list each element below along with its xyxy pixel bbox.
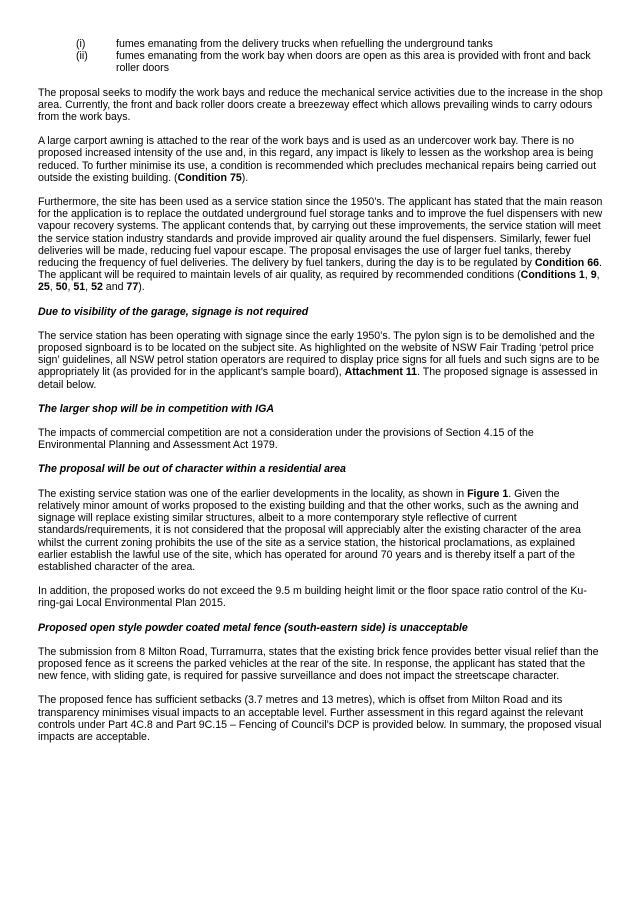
- paragraph-signage: The service station has been operating with signage since the early 1950’s. The pylon sign is to be demolished and the proposed signboard is to be located on the subject site. As highlighted on the website of NSW Fair Trading ‘petrol price sign’ guidelines, all NSW petrol station operators are required to display price signs for all fuels and such signs are to be appropriately lit (as provided for in the applicant’s sample board), Attachment 11. The proposed signage is assessed in detail below.: [38, 329, 600, 391]
- heading-competition: The larger shop will be in competition with IGA: [38, 402, 275, 415]
- list-item: [76, 38, 604, 50]
- paragraph-character: The existing service station was one of the earlier developments in the locality, as shown in Figure 1. Given the relatively minor amount of works proposed to the existing building and that the other works, such as the awning and signage will replace existing similar structures, albeit to a more contemporary style reflective of current standards/requirements, it is not considered that the proposal will appreciably alter the existing character of the area whilst the current zoning prohibits the use of the site as a service station, the historical proclamations, as explained earlier establish the lawful use of the site, which has operated for around 70 years and is thereby itself a part of the established character of the area.: [38, 487, 581, 573]
- paragraph-carport-awning: A large carport awning is attached to the rear of the work bays and is used as an undercover work bay. There is no proposed increased intensity of the use and, in this regard, any impact is likely to lessen as the workshop area is being reduced. To further minimise its use, a condition is recommended which precludes mechanical repairs being carried out outside the existing building. (Condition 75).: [38, 135, 597, 184]
- condition-ref: Condition 75: [177, 171, 242, 184]
- attachment-ref: Attachment 11: [344, 366, 418, 379]
- paragraph-height-limit: In addition, the proposed works do not exceed the 9.5 m building height limit or the floor space ratio control of the Ku-ring-gai Local Environmental Plan 2015.: [38, 585, 587, 610]
- heading-signage: Due to visibility of the garage, signage is not required: [38, 305, 309, 318]
- paragraph-fence-setbacks: The proposed fence has sufficient setbacks (3.7 metres and 13 metres), which is offset from Milton Road and its transparency minimises visual impacts to an acceptable level. Further assessment in this regard against the relevant controls under Part 4C.8 and Part 9C.15 – Fencing of Council’s DCP is provided below. In summary, the proposed visual impacts are acceptable.: [38, 694, 602, 743]
- list-item-text: fumes emanating from the delivery trucks when refuelling the underground tanks: [116, 38, 493, 50]
- list-item-text: fumes emanating from the work bay when doors are open as this area is provided with front and back roller doors: [116, 50, 591, 75]
- list-item-number: (i): [76, 38, 86, 50]
- paragraph-competition: The impacts of commercial competition are not a consideration under the provisions of Section 4.15 of the Environmental Planning and Assessment Act 1979.: [38, 427, 534, 452]
- list-item: [76, 50, 604, 74]
- list-item-number: (ii): [76, 50, 88, 63]
- document-page: [38, 38, 604, 755]
- paragraph-service-station-history: Furthermore, the site has been used as a service station since the 1950’s. The applicant has stated that the main reason for the application is to replace the outdated underground fuel storage tanks and to improve the fuel dispensers with new vapour recovery systems. The applicant contends that, by carrying out these improvements, the service station will meet the service station industry standards and provide improved air quality around the fuel dispensers. Similarly, fewer fuel deliveries will be made, reducing fuel vapour escape. The proposal envisages the use of larger fuel tanks, thereby reducing the frequency of fuel deliveries. The delivery by fuel tankers, during the day is to be regulated by Condition 66. The applicant will be required to maintain levels of air quality, as required by recommended conditions (Conditions 1, 9, 25, 50, 51, 52 and 77).: [38, 196, 603, 294]
- heading-fence: Proposed open style powder coated metal fence (south-eastern side) is unacceptable: [38, 621, 468, 634]
- condition-ref: Condition 66: [534, 257, 599, 270]
- heading-character: The proposal will be out of character within a residential area: [38, 463, 346, 476]
- figure-ref: Figure 1: [467, 487, 509, 500]
- impact-list: [38, 38, 604, 75]
- paragraph-fence-submission: The submission from 8 Milton Road, Turramurra, states that the existing brick fence provides better visual relief than the proposed fence as it screens the parked vehicles at the rear of the site. In response, the applicant has stated that the new fence, with sliding gate, is required for passive surveillance and does not impact the streetscape character.: [38, 645, 599, 683]
- paragraph-work-bays: The proposal seeks to modify the work bays and reduce the mechanical service activities due to the increase in the shop area. Currently, the front and back roller doors create a breezeway effect which allows prevailing winds to carry odours from the work bays.: [38, 86, 603, 124]
